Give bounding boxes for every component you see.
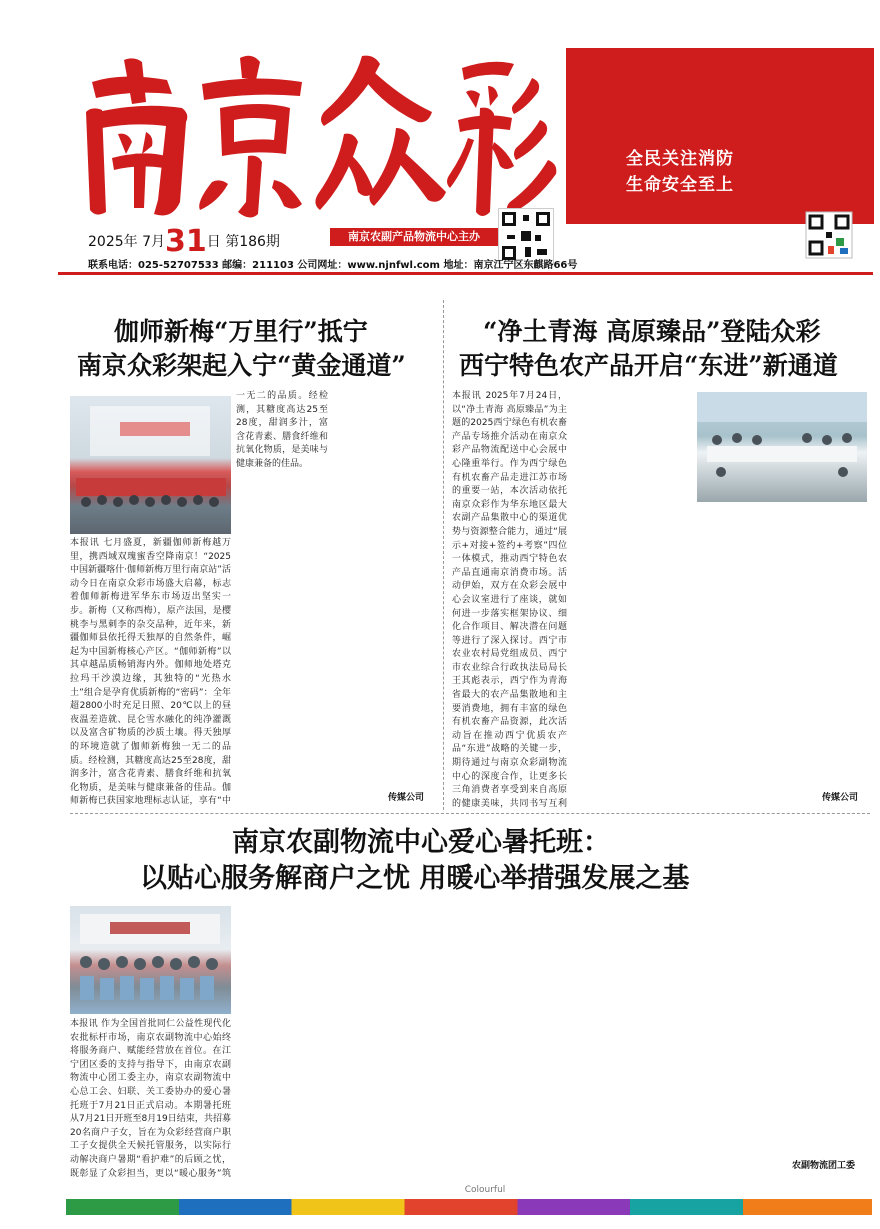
article3-body-col2 xyxy=(236,900,408,1150)
article2-body-col1: 本报讯 2025年7月24日，以“净土青海 高原臻品”为主题的2025西宁绿色有机农畜产品专场推介活动在南京众彩产品物流配送中心会展中心隆重举行。作为西宁绿色有机农畜产品走进江苏市场的重要一站，本次活动依托南京众彩作为华东地区最大农副产品集散中心的渠道优势与资源整合能力，通过“展示+对接+签约+考察”四位一体模式，推动西宁特色农产品直通南京消费市场。活动伊始，双方在众彩会展中心会议室进行了座谈，就如何进一步落实框架协议、细化合作项目、解决潜在问题等进行了深入探讨。西宁市农业农村局党组成员、西宁市农业综合行政执法局局长王其彪表示，西宁作为青海省最大的农产品集散地和主要消费地，拥有丰富的绿色有机农畜产品资源，此次活动旨在推动西宁优质农产品“东进”战略的关键一步，期待通过与南京众彩副物流中心的深度合作，让更多长三角消费者享受到来自高原的健康美味，共同书写互利 xyxy=(452,391,567,809)
sponsor-banner: 南京农副产品物流中心主办 xyxy=(330,228,498,246)
article1-body-col3 xyxy=(333,390,435,785)
footer-color-stripe xyxy=(66,1199,872,1215)
date-suffix: 日 第186期 xyxy=(206,234,280,250)
article1-body-col2: 一无二的品质。经检测，其糖度高达25至28度，甜润多汁，富含花青素、膳食纤维和抗氧化物质，是美味与健康兼备的佳品。 xyxy=(236,391,328,469)
section-rule xyxy=(70,813,870,814)
date-day: 31 xyxy=(165,224,207,259)
article3-body-col3 xyxy=(414,900,586,1150)
column-divider xyxy=(443,300,444,810)
article1-body-col2b xyxy=(236,512,328,802)
wechat-logo-icon xyxy=(800,208,868,268)
footer-brand: Colourful xyxy=(464,1185,506,1195)
article2-body-col3 xyxy=(697,506,867,786)
date-prefix: 2025年 7月 xyxy=(88,234,165,250)
article2-byline: 传媒公司 xyxy=(822,793,859,803)
masthead xyxy=(0,0,880,282)
article1-byline: 传媒公司 xyxy=(388,793,425,803)
article3-headline-line1: 南京农副物流中心爱心暑托班： xyxy=(232,827,610,858)
article3-photo xyxy=(70,906,231,1014)
article1-body-col1: 本报讯 七月盛夏，新疆伽师新梅越万里，携西域双瑰蜜香空降南京！“2025中国新疆喀什·伽师新梅万里行南京站”活动今日在南京众彩市场盛大启幕，标志着伽师新梅进军华东市场迈出坚实一步。新梅（又称西梅），原产法国，是樱桃李与黑刺李的杂交品种，近年来，新疆伽师县依托得天独厚的自然条件，崛起为中国新梅核心产区。“伽师新梅”以其卓越品质畅销海内外。伽师地处塔克拉玛干沙漠边缘，其独特的“光热水土”组合是孕育优质新梅的“密码”：全年超2800小时充足日照、20℃以上的昼夜温差造就、昆仑雪水融化的纯净灌溉以及富含矿物质的沙质土壤。得天独厚的环境造就了伽师新梅独一无二的品质。经检测，其糖度高达25至28度，甜润多汁，富含花青素、膳食纤维和抗氧化物质，是美味与健康兼备的佳品。伽师新梅已获国家地理标志认证，享有“中 xyxy=(70,538,231,807)
article2-headline-line1: “净土青海 高原臻品”登陆众彩 xyxy=(483,317,821,346)
article3-body-col5 xyxy=(728,900,868,1150)
article1-photo xyxy=(70,396,231,534)
slogan-box xyxy=(566,48,874,224)
slogan-line-1: 全民关注消防 xyxy=(626,149,734,169)
footer xyxy=(66,1185,872,1215)
article1-headline-line2: 南京众彩架起入宁“黄金通道” xyxy=(77,351,406,380)
article3-body-col1: 本报讯 作为全国首批同仁公益性现代化农批标杆市场，南京农副物流中心始终将服务商户、赋能经营放在首位。在江宁团区委的支持与指导下，由南京农副物流中心团工委主办，南京农副物流中心总工会、妇联、关工委协办的爱心暑托班于7月21日正式启动。本期暑托班从7月21日开班至8月19日结束，共招募20名商户子女，旨在为众彩经营商户职工子女提供全天候托管服务，以实际行动解决商户暑期“看护难”的后顾之忧，既彰显了众彩担当，更以“暖心服务”筑 xyxy=(70,1019,231,1178)
article2-photo xyxy=(697,392,867,502)
logo-calligraphy xyxy=(62,42,562,227)
article1-headline-line1: 伽师新梅“万里行”抵宁 xyxy=(114,317,368,346)
article2-body-col2 xyxy=(574,390,689,810)
issue-dateline xyxy=(88,224,280,259)
article3-body-col4 xyxy=(592,900,722,1150)
contact-info: 联系电话：025-52707533 邮编：211103 公司网址：www.njnfwl.com 地址：南京江宁区东麒路66号 xyxy=(88,260,578,271)
masthead-rule xyxy=(58,272,873,275)
slogan-line-2: 生命安全至上 xyxy=(626,175,734,195)
article3-headline-line2: 以贴心服务解商户之忧 用暖心举措强发展之基 xyxy=(140,863,690,894)
article3-byline: 农副物流团工委 xyxy=(792,1161,856,1171)
newspaper-logo xyxy=(62,42,562,227)
article2-headline-line2: 西宁特色农产品开启“东进”新通道 xyxy=(459,351,838,380)
